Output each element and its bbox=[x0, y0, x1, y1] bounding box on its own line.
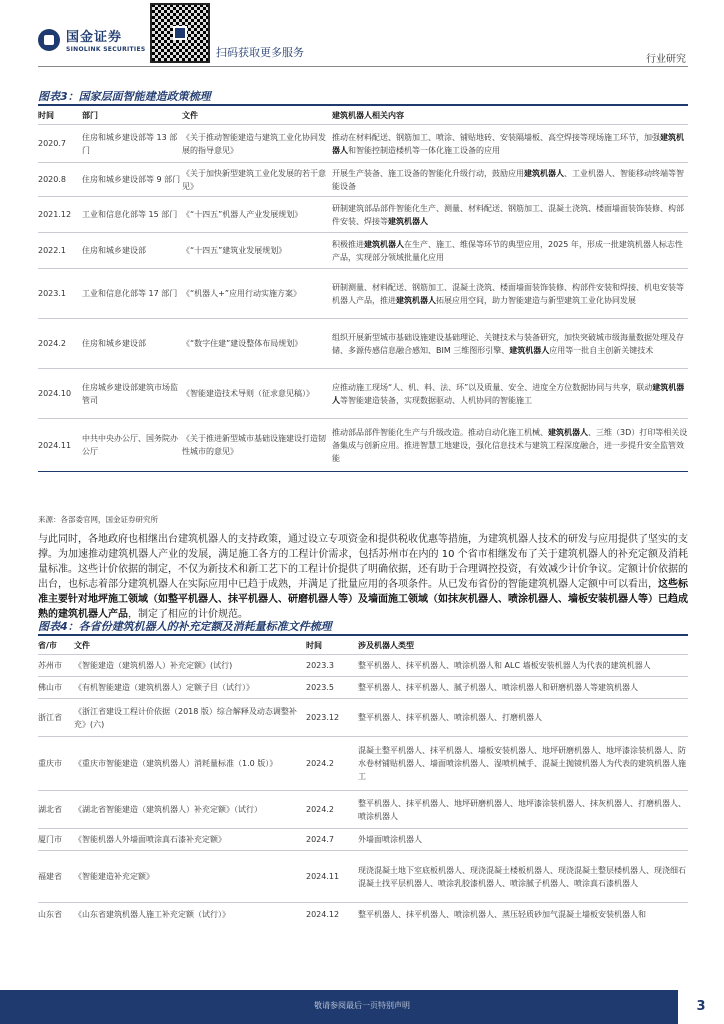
cell-dept: 住房和城乡建设部 bbox=[82, 246, 146, 255]
cell-date: 2024.2 bbox=[306, 759, 334, 768]
page-footer bbox=[0, 990, 724, 1024]
cell-doc: 《“十四五”机器人产业发展规划》 bbox=[182, 210, 303, 219]
cell-province: 福建省 bbox=[38, 872, 62, 881]
cell-date: 2024.12 bbox=[306, 910, 340, 919]
cell-doc: 《“机器人+”应用行动实施方案》 bbox=[182, 289, 301, 298]
col-header-type: 涉及机器人类型 bbox=[358, 640, 414, 650]
cell-date: 2020.8 bbox=[38, 175, 66, 184]
col-header-dept: 部门 bbox=[82, 110, 98, 120]
brand-name-cn: 国金证券 bbox=[66, 30, 123, 45]
cell-content: 研制建筑部品部件智能化生产、测量、材料配送、钢筋加工、混凝土浇筑、楼面墙面装饰装修、构部件安装、焊接等建筑机器人 bbox=[332, 203, 684, 226]
table-row bbox=[38, 418, 688, 472]
cell-dept: 住房和城乡建设部等 9 部门 bbox=[82, 175, 181, 184]
cell-date: 2024.2 bbox=[38, 339, 66, 348]
table-row bbox=[38, 736, 688, 790]
cell-doc: 《有机智能建造（建筑机器人）定额子目（试行）》 bbox=[74, 683, 254, 692]
cell-type: 整平机器人、抹平机器人、喷涂机器人、蒸压轻质砂加气混凝土墙板安装机器人和 bbox=[358, 910, 646, 919]
cell-content: 研制测量、材料配送、钢筋加工、混凝土浇筑、楼面墙面装饰装修、构部件安装和焊接、机电安装等机器人产品，推进建筑机器人拓展应用空间，助力智能建造与新型建筑工业化协同发展 bbox=[332, 282, 684, 305]
cell-doc: 《智能建造技术导则（征求意见稿）》 bbox=[182, 389, 314, 398]
cell-date: 2023.1 bbox=[38, 289, 66, 298]
cell-doc: 《浙江省建设工程计价依据（2018 版）综合解释及动态调整补充》(六) bbox=[74, 706, 297, 729]
cell-content: 应推动施工现场“人、机、料、法、环”以及质量、安全、进度全方位数据协同与共享，联动建筑机器人等智能建造装备，实现数据驱动、人机协同的智能施工 bbox=[332, 382, 685, 405]
cell-province: 重庆市 bbox=[38, 759, 62, 768]
logo-icon bbox=[38, 29, 60, 51]
cell-date: 2023.5 bbox=[306, 683, 334, 692]
cell-doc: 《“十四五”建筑业发展规划》 bbox=[182, 246, 287, 255]
table-row bbox=[38, 124, 688, 162]
cell-content: 积极推进建筑机器人在生产、施工、维保等环节的典型应用，2025 年，形成一批建筑机器人标志性产品，实现部分领域批量化应用 bbox=[332, 239, 683, 262]
cell-type: 外墙面喷涂机器人 bbox=[358, 835, 422, 844]
cell-province: 厦门市 bbox=[38, 835, 62, 844]
table-row bbox=[38, 790, 688, 828]
cell-date: 2023.12 bbox=[306, 713, 340, 722]
col-header-date: 时间 bbox=[306, 640, 322, 650]
cell-doc: 《智能机器人外墙面喷涂真石漆补充定额》 bbox=[74, 835, 226, 844]
cell-content: 组织开展新型城市基础设施建设基础理论、关键技术与装备研究，加快突破城市级海量数据处理及存储、多源传感信息融合感知、BIM 三维图形引擎、建筑机器人应用等一批自主创新关键技术 bbox=[332, 332, 684, 355]
table-row bbox=[38, 902, 688, 926]
scan-prompt: 扫码获取更多服务 bbox=[216, 46, 304, 59]
cell-date: 2023.3 bbox=[306, 661, 334, 670]
cell-type: 现浇混凝土地下室底板机器人、现浇混凝土楼板机器人、现浇混凝土整层楼机器人、现浇细石混凝土找平层机器人、喷涂乳胶漆机器人、喷涂腻子机器人、喷涂真石漆机器人 bbox=[358, 865, 686, 888]
table-header-row bbox=[38, 636, 688, 654]
cell-province: 山东省 bbox=[38, 910, 62, 919]
page-number: 3 bbox=[678, 990, 724, 1024]
cell-dept: 工业和信息化部等 17 部门 bbox=[82, 289, 178, 298]
header-divider bbox=[38, 66, 688, 67]
cell-date: 2024.10 bbox=[38, 389, 72, 398]
body-paragraph: 与此同时，各地政府也相继出台建筑机器人的支持政策，通过设立专项资金和提供税收优惠等措施，为建筑机器人技术的研发与应用提供了坚实的支撑。为加速推动建筑机器人产业的发展，满足施工各方的工程计价需求，包括苏州市在内的 10 个省市相继发布了关于建筑机器人的补充定额及消耗量标准。这些计价依据的制定，不仅为新技术和新工艺下的工程计价提供了明确依据，还有助于合理调控投资，有效减少计价争议。定额计价依据的出台，也标志着部分建筑机器人在实际应用中已趋于成熟，并满足了批量应用的各项条件。从已发布省份的智能建筑机器人定额中可以看出，这些标准主要针对地坪施工领域（如整平机器人、抹平机器人、研磨机器人等）及墙面施工领域（如抹灰机器人、喷涂机器人、墙板安装机器人等）已趋成熟的建筑机器人产品，制定了相应的计价规范。 bbox=[38, 534, 688, 620]
table-row bbox=[38, 698, 688, 736]
cell-doc: 《关于加快新型建筑工业化发展的若干意见》 bbox=[182, 168, 326, 191]
col-header-date: 时间 bbox=[38, 110, 54, 120]
table-row bbox=[38, 268, 688, 318]
table-row bbox=[38, 850, 688, 902]
policy-table bbox=[38, 106, 688, 472]
section-label: 行业研究 bbox=[646, 54, 686, 65]
cell-doc: 《关于推动智能建造与建筑工业化协同发展的指导意见》 bbox=[182, 132, 326, 155]
table-row bbox=[38, 196, 688, 232]
cell-date: 2024.2 bbox=[306, 805, 334, 814]
cell-date: 2022.1 bbox=[38, 246, 66, 255]
cell-date: 2020.7 bbox=[38, 139, 66, 148]
cell-dept: 住房和城乡建设部等 13 部门 bbox=[82, 132, 178, 155]
col-header-content: 建筑机器人相关内容 bbox=[332, 110, 404, 120]
cell-type: 整平机器人、抹平机器人、喷涂机器人、打磨机器人 bbox=[358, 713, 542, 722]
cell-province: 佛山市 bbox=[38, 683, 62, 692]
table-row bbox=[38, 654, 688, 676]
cell-province: 苏州市 bbox=[38, 661, 62, 670]
brand-name-en: SINOLINK SECURITIES bbox=[66, 46, 146, 53]
qr-code-icon[interactable] bbox=[150, 3, 210, 63]
figure-3-title: 图表3：国家层面智能建造政策梳理 bbox=[38, 90, 211, 103]
table-row bbox=[38, 368, 688, 418]
col-header-province: 省/市 bbox=[38, 640, 57, 650]
cell-type: 整平机器人、抹平机器人、喷涂机器人和 ALC 墙板安装机器人为代表的建筑机器人 bbox=[358, 661, 651, 670]
cell-doc: 《“数字住建”建设整体布局规划》 bbox=[182, 339, 303, 348]
cell-date: 2024.11 bbox=[38, 440, 72, 450]
cell-date: 2021.12 bbox=[38, 210, 72, 219]
table-row bbox=[38, 676, 688, 698]
table-row bbox=[38, 232, 688, 268]
figure-4-title: 图表4：各省份建筑机器人的补充定额及消耗量标准文件梳理 bbox=[38, 620, 332, 633]
cell-doc: 《智能建造补充定额》 bbox=[74, 872, 154, 881]
disclaimer-notice[interactable]: 敬请参阅最后一页特别声明 bbox=[314, 1001, 410, 1010]
cell-date: 2024.7 bbox=[306, 835, 334, 844]
table-row bbox=[38, 318, 688, 368]
cell-type: 混凝土整平机器人、抹平机器人、墙板安装机器人、地坪研磨机器人、地坪漆涂装机器人、防水卷材铺贴机器人、墙面喷涂机器人、湿喷机械手、混凝土抛镜机器人为代表的建筑机器人施工 bbox=[358, 746, 686, 781]
table-row bbox=[38, 828, 688, 850]
page-header bbox=[0, 0, 724, 72]
cell-doc: 《智能建造（建筑机器人）补充定额》(试行) bbox=[74, 661, 233, 670]
cell-content: 开展生产装备、施工设备的智能化升级行动，鼓励应用建筑机器人、工业机器人、智能移动终端等智能设备 bbox=[332, 168, 684, 191]
cell-doc: 《重庆市智能建造（建筑机器人）消耗量标准（1.0 版）》 bbox=[74, 759, 278, 768]
brand-logo bbox=[38, 26, 145, 53]
table-header-row bbox=[38, 106, 688, 124]
cell-dept: 住房和城乡建设部 bbox=[82, 339, 146, 348]
figure-3-source: 来源：各部委官网，国金证券研究所 bbox=[38, 515, 158, 524]
key-finding: 这些标准主要针对地坪施工领域（如整平机器人、抹平机器人、研磨机器人等）及墙面施工领域（如抹灰机器人、喷涂机器人、墙板安装机器人等）已趋成熟的建筑机器人产品 bbox=[38, 579, 688, 620]
col-header-doc: 文件 bbox=[182, 110, 198, 120]
cell-doc: 《山东省建筑机器人施工补充定额（试行）》 bbox=[74, 910, 230, 919]
cell-doc: 《关于推进新型城市基础设施建设打造韧性城市的意见》 bbox=[182, 434, 326, 456]
cell-content: 推动部品部件智能化生产与升级改造。推动自动化施工机械、建筑机器人、三维（3D）打印等相关设备集成与创新应用。推进智慧工地建设，强化信息技术与建筑工程深度融合，进一步提升安全监管效能 bbox=[332, 427, 688, 463]
cell-dept: 住房城乡建设部建筑市场监管司 bbox=[82, 382, 178, 405]
cell-dept: 中共中央办公厅、国务院办公厅 bbox=[82, 434, 178, 456]
cell-content: 推动在材料配送、钢筋加工、喷涂、铺贴地砖、安装隔墙板、高空焊接等现场施工环节，加强建筑机器人和智能控制造楼机等一体化施工设备的应用 bbox=[332, 132, 684, 155]
quota-table bbox=[38, 636, 688, 926]
cell-province: 浙江省 bbox=[38, 713, 62, 722]
table-row bbox=[38, 162, 688, 196]
cell-province: 湖北省 bbox=[38, 805, 62, 814]
cell-doc: 《湖北省智能建造（建筑机器人）补充定额》（试行） bbox=[74, 805, 262, 814]
cell-dept: 工业和信息化部等 15 部门 bbox=[82, 210, 178, 219]
cell-date: 2024.11 bbox=[306, 872, 340, 881]
cell-type: 整平机器人、抹平机器人、地坪研磨机器人、地坪漆涂装机器人、抹灰机器人、打磨机器人、喷涂机器人 bbox=[358, 798, 686, 821]
col-header-doc: 文件 bbox=[74, 640, 90, 650]
cell-type: 整平机器人、抹平机器人、腻子机器人、喷涂机器人和研磨机器人等建筑机器人 bbox=[358, 683, 638, 692]
